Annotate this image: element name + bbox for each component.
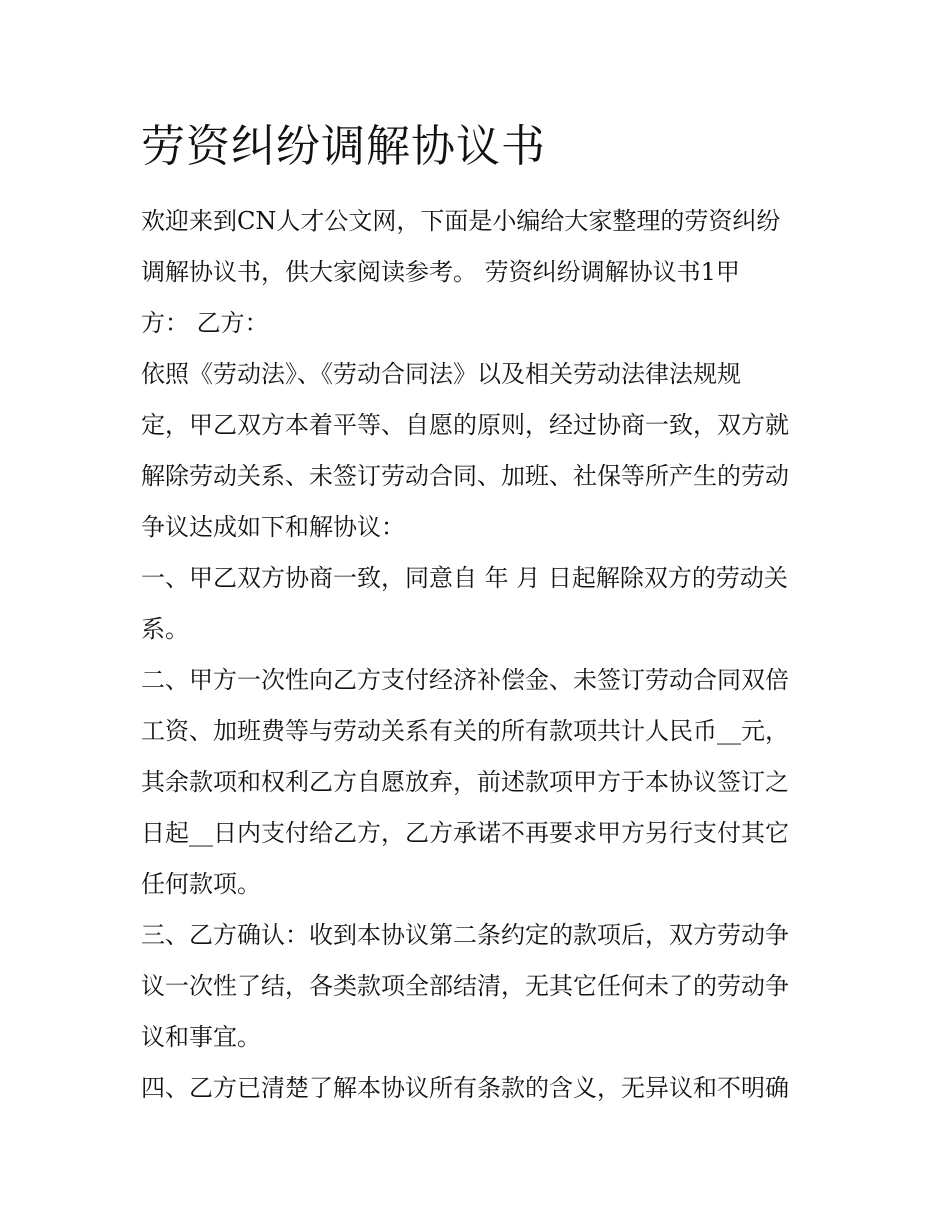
text-line: 任何款项。: [141, 870, 261, 898]
text-line: 日起__日内支付给乙方，乙方承诺不再要求甲方另行支付其它: [141, 819, 789, 847]
text-line: 一、甲乙双方协商一致，同意自 年 月 日起解除双方的劳动关: [141, 564, 788, 592]
text-line: 定，甲乙双方本着平等、自愿的原则，经过协商一致，双方就: [141, 411, 789, 439]
text-line: 解除劳动关系、未签订劳动合同、加班、社保等所产生的劳动: [141, 462, 789, 490]
text-line: 欢迎来到CN人才公文网，下面是小编给大家整理的劳资纠纷: [141, 207, 781, 235]
text-line: 议一次性了结，各类款项全部结清，无其它任何未了的劳动争: [141, 972, 789, 1000]
text-line: 方： 乙方：: [141, 309, 269, 337]
text-line: 工资、加班费等与劳动关系有关的所有款项共计人民币__元，: [141, 717, 789, 745]
text-line: 系。: [141, 615, 189, 643]
text-line: 调解协议书，供大家阅读参考。 劳资纠纷调解协议书1甲: [141, 258, 740, 286]
document-title: 劳资纠纷调解协议书: [141, 121, 546, 172]
text-line: 依照《劳动法》、《劳动合同法》以及相关劳动法律法规规: [141, 360, 741, 388]
text-line: 争议达成如下和解协议：: [141, 513, 405, 541]
text-line: 其余款项和权利乙方自愿放弃，前述款项甲方于本协议签订之: [141, 768, 789, 796]
text-line: 议和事宜。: [141, 1023, 261, 1051]
text-line: 二、甲方一次性向乙方支付经济补偿金、未签订劳动合同双倍: [141, 666, 789, 694]
text-line: 四、乙方已清楚了解本协议所有条款的含义，无异议和不明确: [141, 1074, 789, 1102]
text-line: 三、乙方确认：收到本协议第二条约定的款项后，双方劳动争: [141, 921, 789, 949]
